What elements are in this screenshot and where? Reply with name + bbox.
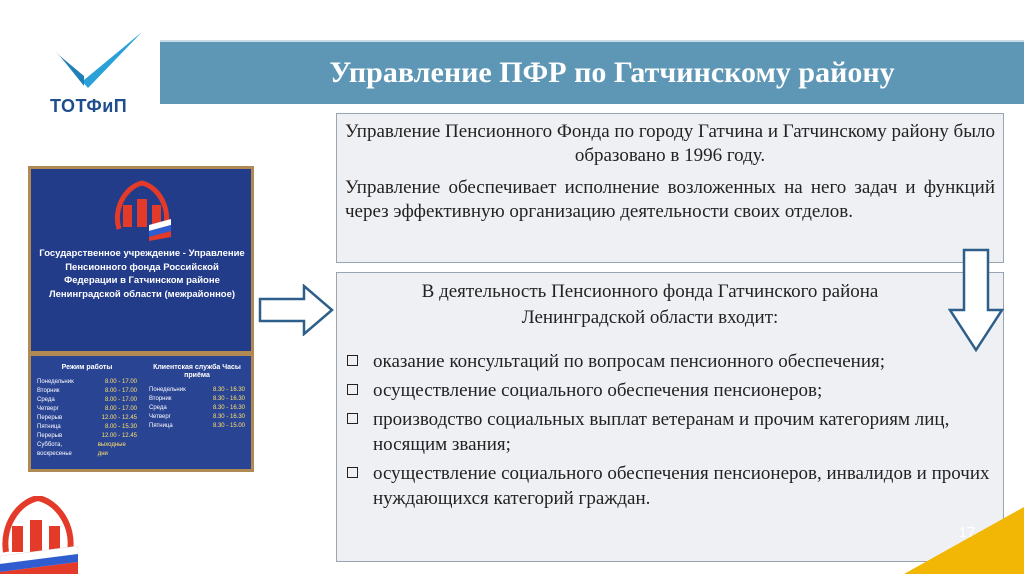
pfr-emblem-icon	[109, 179, 175, 241]
list-item	[345, 349, 995, 374]
sign-plate	[31, 169, 251, 351]
sign-text: Государственное учреждение - Управление Пенсионного фонда Российской Федерации в Гатчинском районе Ленинградской области (межрайонное)	[39, 248, 245, 300]
checkbox-bullet-icon	[347, 384, 358, 395]
list-item	[345, 461, 995, 511]
intro-paragraph-2: Управление обеспечивает исполнение возложенных на него задач и функций через эффективную организацию деятельности своих отделов.	[345, 177, 995, 222]
pfr-logo-icon	[0, 496, 80, 574]
work-hours-title: Режим работы	[61, 364, 113, 371]
intro-paragraph-1: Управление Пенсионного Фонда по городу Гатчина и Гатчинскому району было образовано в 1996 году.	[345, 121, 995, 166]
title-bar	[160, 40, 1024, 104]
service-hours-column: Клиентская служба Часы приёма Понедельник 8.30 - 16.30 Вторник 8.30 - 16.30 Среда 8.30 - 16.30 Четверг 8.30 - 16.30 Пятница 8.30 - 15.00	[149, 364, 245, 429]
page-title: Управление ПФР по Гатчинскому району	[329, 56, 895, 89]
checkbox-bullet-icon	[347, 467, 358, 478]
list-item	[345, 407, 995, 457]
list-item-text: оказание консультаций по вопросам пенсионного обеспечения;	[373, 351, 886, 372]
service-hours-title: Клиентская служба Часы приёма	[153, 364, 241, 379]
arrow-right-icon	[258, 284, 334, 336]
list-item	[345, 378, 995, 403]
activities-list	[345, 349, 995, 511]
checkbox-bullet-icon	[347, 355, 358, 366]
list-item-text: осуществление социального обеспечения пенсионеров, инвалидов и прочих нуждающихся категорий граждан.	[373, 463, 990, 509]
work-hours-column: Режим работы Понедельник 8.00 - 17.00 Вторник 8.00 - 17.00 Среда 8.00 - 17.00 Четверг 8.00 - 17.00 Перерыв 12.00 - 12.45 Пятница 8.00 - 15.30 Перерыв 12.00 - 12.45 Суббота, воскресенье выходные дни	[37, 364, 137, 457]
intro-box	[336, 113, 1004, 263]
list-item-text: производство социальных выплат ветеранам и прочим категориям лиц, носящим звания;	[373, 409, 950, 455]
office-sign-photo	[28, 166, 254, 472]
activities-intro: В деятельность Пенсионного фонда Гатчинского района Ленинградской области входит:	[421, 281, 879, 328]
checkmark-icon	[54, 30, 144, 92]
logo-text: ТОТФиП	[50, 96, 128, 116]
sign-schedule	[31, 356, 251, 469]
page-number: 17	[958, 524, 976, 541]
checkbox-bullet-icon	[347, 413, 358, 424]
arrow-down-icon	[948, 248, 1004, 352]
list-item-text: осуществление социального обеспечения пенсионеров;	[373, 380, 823, 401]
